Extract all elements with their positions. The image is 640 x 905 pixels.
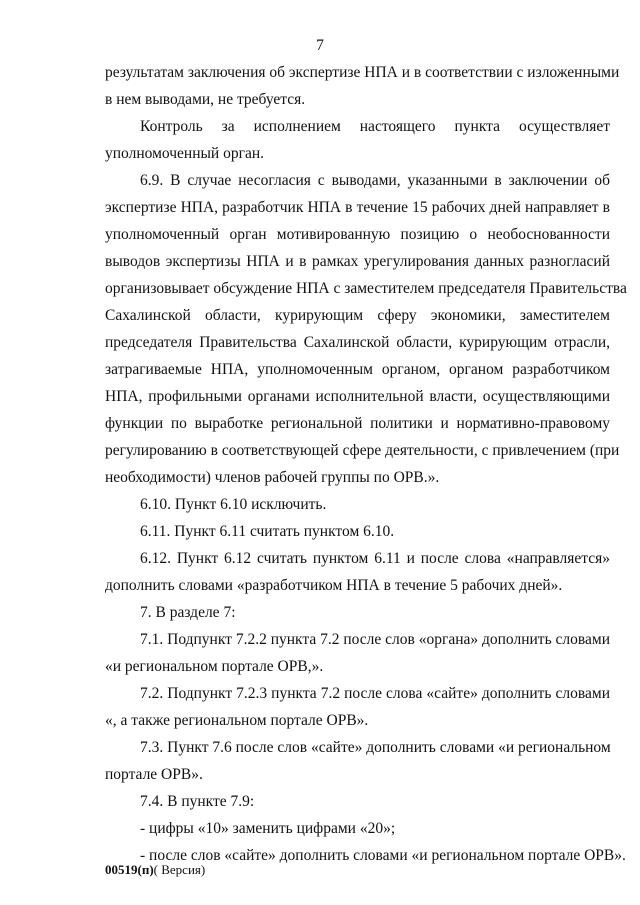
- text-line: «, а также региональном портале ОРВ».: [105, 712, 369, 729]
- text-line: 6.9. В случае несогласия с выводами, указанными в заключении об: [140, 172, 610, 189]
- text-line: - цифры «10» заменить цифрами «20»;: [140, 820, 396, 837]
- text-line: регулированию в соответствующей сфере деятельности, с привлечением (при: [105, 442, 620, 459]
- text-line: 6.11. Пункт 6.11 считать пунктом 6.10.: [140, 523, 395, 540]
- text-line: затрагиваемые НПА, уполномоченным органом, органом разработчиком: [105, 361, 610, 378]
- text-line: - после слов «сайте» дополнить словами «и региональном портале ОРВ».: [140, 847, 626, 864]
- document-footer: [105, 862, 205, 878]
- text-line: в нем выводами, не требуется.: [105, 91, 306, 108]
- text-line: экспертизе НПА, разработчик НПА в течение 15 рабочих дней направляет в: [105, 199, 610, 216]
- text-line: 7. В разделе 7:: [140, 604, 236, 621]
- text-line: 7.1. Подпункт 7.2.2 пункта 7.2 после слов «органа» дополнить словами: [140, 631, 610, 648]
- document-version: ( Версия): [153, 862, 206, 877]
- document-code: 00519(п): [105, 862, 154, 877]
- text-line: 7.3. Пункт 7.6 после слов «сайте» дополнить словами «и региональном: [140, 739, 611, 756]
- text-line: «и региональном портале ОРВ,».: [105, 658, 324, 675]
- text-line: выводов экспертизы НПА и в рамках урегулирования данных разногласий: [105, 253, 610, 270]
- text-line: НПА, профильными органами исполнительной власти, осуществляющими: [105, 388, 610, 405]
- text-line: 7.4. В пункте 7.9:: [140, 793, 255, 810]
- text-line: 6.10. Пункт 6.10 исключить.: [140, 496, 327, 513]
- text-line: председателя Правительства Сахалинской области, курирующим отрасли,: [105, 334, 610, 351]
- text-line: Контроль за исполнением настоящего пункта осуществляет: [140, 118, 610, 135]
- text-line: 7.2. Подпункт 7.2.3 пункта 7.2 после слова «сайте» дополнить словами: [140, 685, 610, 702]
- text-line: 6.12. Пункт 6.12 считать пунктом 6.11 и после слова «направляется»: [140, 550, 610, 567]
- text-line: уполномоченный орган.: [105, 145, 264, 162]
- text-line: портале ОРВ».: [105, 766, 203, 783]
- text-line: организовывает обсуждение НПА с заместителем председателя Правительства: [105, 280, 627, 297]
- text-line: уполномоченный орган мотивированную позицию о необоснованности: [105, 226, 610, 243]
- text-line: результатам заключения об экспертизе НПА и в соответствии с изложенными: [105, 64, 620, 81]
- text-line: необходимости) членов рабочей группы по ОРВ.».: [105, 469, 440, 486]
- page-number: 7: [316, 37, 324, 54]
- text-line: дополнить словами «разработчиком НПА в течение 5 рабочих дней».: [105, 577, 563, 594]
- text-line: функции по выработке региональной политики и нормативно-правовому: [105, 415, 610, 432]
- text-line: Сахалинской области, курирующим сферу экономики, заместителем: [105, 307, 610, 324]
